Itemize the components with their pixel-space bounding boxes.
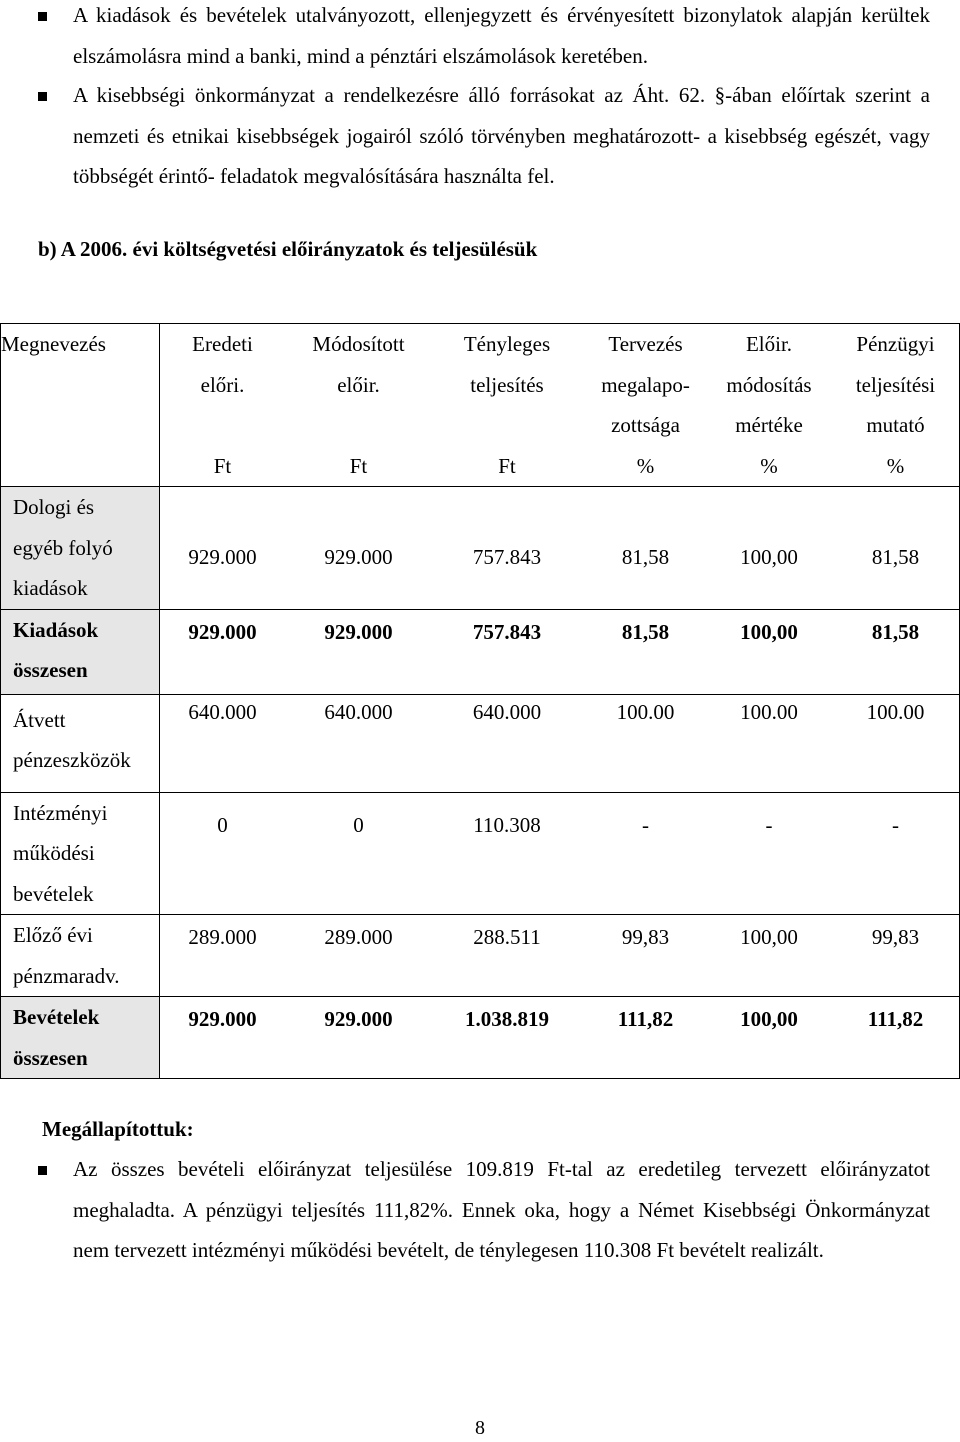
table-header-row (1, 324, 960, 487)
row-name: Kiadások összesen (1, 609, 160, 694)
conclusion-bullet (38, 1154, 930, 1271)
header-col-planning: Tervezés megalapo- zottsága % (601, 332, 690, 478)
header-col-modification: Előir. módosítás mértéke % (726, 332, 812, 478)
budget-table (0, 323, 960, 1079)
row-values: 929.000 929.000 757.843 81,58 100,00 81,58 (160, 487, 960, 610)
row-name: Dologi és egyéb folyó kiadások (1, 487, 160, 610)
header-col-original: Eredeti előri. Ft (192, 332, 253, 478)
header-col-actual: Tényleges teljesítés Ft (463, 332, 551, 478)
section-heading: b) A 2006. évi költségvetési előirányzatok és teljesülésük (38, 237, 538, 261)
conclusion-bullet-text: Az összes bevételi előirányzat teljesülése 109.819 Ft-tal az eredetileg tervezett előirányzatot meghaladta. A pénzügyi teljesítés 111,82%. Ennek oka, hogy a Német Kisebbségi Önkormányzat nem tervezett intézményi működési bevételt, de ténylegesen 110.308 Ft bevételt realizált. (73, 1157, 930, 1262)
intro-bullet-list (38, 0, 930, 201)
header-col-financial: Pénzügyi teljesítési mutató % (855, 332, 936, 478)
conclusion-title: Megállapítottuk: (42, 1117, 194, 1141)
header-name: Megnevezés (1, 324, 160, 487)
row-values: 0 0 110.308 - - - (160, 792, 960, 915)
intro-bullet (38, 0, 930, 76)
row-values: 929.000 929.000 757.843 81,58 100,00 81,58 (160, 609, 960, 694)
square-bullet-icon (38, 92, 47, 101)
table-row-total (1, 609, 960, 694)
table-row (1, 694, 960, 792)
row-values: 289.000 289.000 288.511 99,83 100,00 99,83 (160, 915, 960, 997)
table-row (1, 915, 960, 997)
row-name: Intézményi működési bevételek (1, 792, 160, 915)
table-row (1, 487, 960, 610)
intro-bullet (38, 80, 930, 197)
page-number: 8 (475, 1417, 485, 1439)
intro-bullet-text: A kisebbségi önkormányzat a rendelkezésre álló forrásokat az Áht. 62. §-ában előírtak szerint a nemzeti és etnikai kisebbségek jogairól szóló törvényben meghatározott- a kisebbség egészét, vagy többségét érintő- feladatok megvalósítására használta fel. (73, 83, 930, 188)
header-values (160, 324, 960, 487)
table-row (1, 792, 960, 915)
row-name: Előző évi pénzmaradv. (1, 915, 160, 997)
row-values: 929.000 929.000 1.038.819 111,82 100,00 111,82 (160, 997, 960, 1079)
conclusion-bullet-list (38, 1154, 930, 1275)
row-values: 640.000 640.000 640.000 100.00 100.00 100.00 (160, 694, 960, 792)
square-bullet-icon (38, 1166, 47, 1175)
square-bullet-icon (38, 12, 47, 21)
row-name: Átvett pénzeszközök (1, 694, 160, 792)
header-col-modified: Módosított előir. Ft (312, 332, 405, 478)
intro-bullet-text: A kiadások és bevételek utalványozott, ellenjegyzett és érvényesített bizonylatok alapján kerültek elszámolásra mind a banki, mind a pénztári elszámolások keretében. (73, 3, 930, 68)
row-name: Bevételek összesen (1, 997, 160, 1079)
table-row-total (1, 997, 960, 1079)
